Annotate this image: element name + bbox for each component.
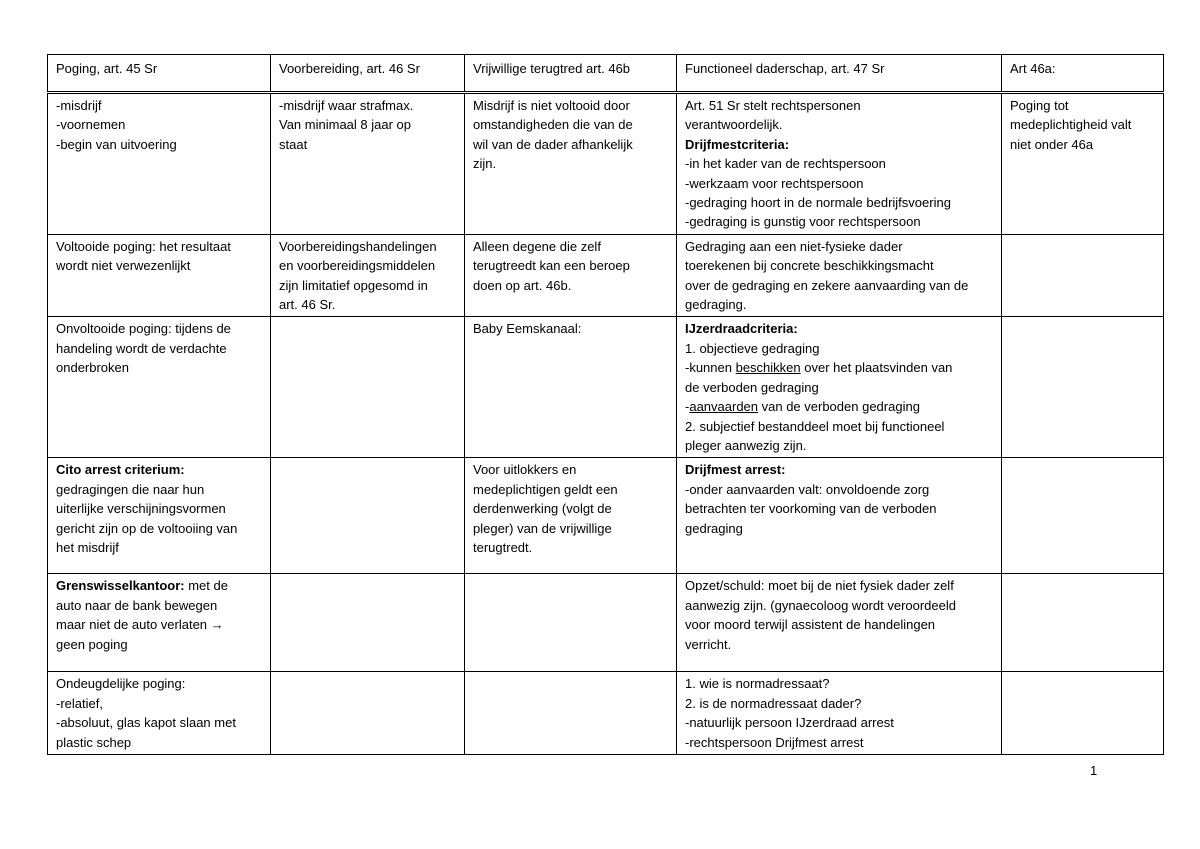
text-line: medeplichtigen geldt een [473,481,618,497]
text-line: verricht. [685,636,732,652]
text-line: -begin van uitvoering [56,136,177,152]
cell-voorbereiding-strafmax [271,93,465,235]
text-line: geen poging [56,636,128,652]
text-line: Misdrijf is niet voltooid door [473,98,630,113]
text-line: -absoluut, glas kapot slaan met [56,715,236,731]
text-line: gedraging [685,520,743,536]
text-fragment: -kunnen [685,360,736,376]
text-line: omstandigheden die van de [473,117,633,133]
text-line: medeplichtigheid valt [1010,117,1132,133]
bold-heading: Grenswisselkantoor: [56,578,185,594]
text-line: -misdrijf [56,98,102,113]
text-fragment: van de verboden gedraging [758,399,920,415]
table-row [48,317,1164,458]
bold-heading: Cito arrest criterium: [56,462,185,478]
text-line: -natuurlijk persoon IJzerdraad arrest [685,715,894,731]
text-line: Art. 51 Sr stelt rechtspersonen [685,98,861,113]
text-line: -in het kader van de rechtspersoon [685,156,886,172]
text-line: derdenwerking (volgt de [473,501,612,517]
text-line: art. 46 Sr. [279,297,336,313]
cell-terugtred-beroep [465,234,677,317]
cell-uitlokkers [465,458,677,574]
text-fragment: - [685,399,690,415]
text-line: betrachten ter voorkoming van de verboden [685,501,937,517]
text-line: staat [279,136,308,152]
text-line: Alleen degene die zelf [473,238,601,254]
cell-voorbereidingshandelingen [271,234,465,317]
text-line: plastic schep [56,734,132,750]
text-line: Gedraging aan een niet-fysieke dader [685,238,903,254]
cell-empty [1002,458,1164,574]
cell-empty [1002,317,1164,458]
cell-drijfmest-arrest [677,458,1002,574]
header-vrijwillige-terugtred: Vrijwillige terugtred art. 46b [465,55,677,93]
text-line: Voor uitlokkers en [473,462,577,478]
cell-terugtred-misdrijf [465,93,677,235]
text-line: Van minimaal 8 jaar op [279,117,411,133]
text-line: maar niet de auto verlaten → [56,617,224,633]
cell-normadressaat [677,672,1002,755]
text-line: handeling wordt de verdachte [56,340,227,356]
header-row [48,55,1164,93]
text-line: wil van de dader afhankelijk [473,136,633,152]
text-line: Opzet/schuld: moet bij de niet fysiek dader zelf [685,578,954,594]
text-line: -werkzaam voor rechtspersoon [685,175,864,191]
text-line: het misdrijf [56,539,119,555]
text-line: auto naar de bank bewegen [56,597,218,613]
text-line: 1. objectieve gedraging [685,340,820,356]
text-line [56,576,262,595]
cell-poging-elements [48,93,271,235]
text-fragment: over het plaatsvinden van [800,360,953,376]
table-row [48,234,1164,317]
cell-grenswisselkantoor [48,574,271,672]
table-row [48,93,1164,235]
underlined-word: beschikken [735,360,801,376]
cell-empty [1002,672,1164,755]
cell-empty [271,574,465,672]
table-row [48,458,1164,574]
page-number: 1 [1090,763,1098,778]
text-line: pleger aanwezig zijn. [685,437,807,453]
text-line: 2. subjectief bestanddeel moet bij functioneel [685,418,945,434]
text-line: verantwoordelijk. [685,117,783,133]
cell-onvoltooide-poging [48,317,271,458]
notes-table [47,54,1164,755]
cell-art-46a [1002,93,1164,235]
cell-empty [465,672,677,755]
text-line: -rechtspersoon Drijfmest arrest [685,734,864,750]
cell-voltooide-poging [48,234,271,317]
text-line: Poging tot [1010,98,1069,113]
cell-opzet-schuld [677,574,1002,672]
text-line: onderbroken [56,360,129,376]
cell-drijfmestcriteria [677,93,1002,235]
text-line: en voorbereidingsmiddelen [279,258,436,274]
text-line [685,358,993,377]
header-poging: Poging, art. 45 Sr [48,55,271,93]
cell-empty [271,458,465,574]
text-line: Ondeugdelijke poging: [56,676,186,692]
text-line: terugtredt. [473,539,533,555]
text-line: wordt niet verwezenlijkt [56,258,191,274]
cell-empty [271,672,465,755]
cell-ijzerdraadcriteria [677,317,1002,458]
text-line: -voornemen [56,117,126,133]
text-line: 2. is de normadressaat dader? [685,695,862,711]
text-line: uiterlijke verschijningsvormen [56,501,226,517]
underlined-word: aanvaarden [689,399,759,415]
text-line: -misdrijf waar strafmax. [279,98,414,113]
cell-empty [1002,234,1164,317]
header-voorbereiding: Voorbereiding, art. 46 Sr [271,55,465,93]
cell-ondeugdelijke-poging [48,672,271,755]
cell-empty [465,574,677,672]
text-fragment: met de [184,578,228,594]
text-line: aanwezig zijn. (gynaecoloog wordt veroordeeld [685,597,956,613]
text-line: zijn. [473,156,497,172]
text-line: de verboden gedraging [685,379,819,395]
cell-cito-arrest [48,458,271,574]
text-line: niet onder 46a [1010,136,1094,152]
text-line [685,397,993,416]
text-line: 1. wie is normadressaat? [685,676,830,692]
text-line: doen op art. 46b. [473,277,572,293]
text-line: gedragingen die naar hun [56,481,205,497]
cell-empty [271,317,465,458]
text-line: pleger) van de vrijwillige [473,520,612,536]
cell-gedraging-toerekenen [677,234,1002,317]
bold-heading: IJzerdraadcriteria: [685,321,798,337]
table-row [48,672,1164,755]
text-line: voor moord terwijl assistent de handelingen [685,617,936,633]
text-line: Onvoltooide poging: tijdens de [56,321,231,337]
text-line: gericht zijn op de voltooiing van [56,520,238,536]
bold-heading: Drijfmestcriteria: [685,136,790,152]
bold-heading: Drijfmest arrest: [685,462,786,478]
cell-empty [1002,574,1164,672]
text-line: Voorbereidingshandelingen [279,238,437,254]
text-line: -onder aanvaarden valt: onvoldoende zorg [685,481,930,497]
text-line: zijn limitatief opgesomd in [279,277,428,293]
text-line: -gedraging hoort in de normale bedrijfsvoering [685,195,951,211]
header-art-46a: Art 46a: [1002,55,1164,93]
text-line: -relatief, [56,695,103,711]
table-row [48,574,1164,672]
text-line: Baby Eemskanaal: [473,321,582,337]
text-line: over de gedraging en zekere aanvaarding van de [685,277,969,293]
text-line: Voltooide poging: het resultaat [56,238,231,254]
header-functioneel-daderschap: Functioneel daderschap, art. 47 Sr [677,55,1002,93]
cell-baby-eemskanaal [465,317,677,458]
text-line: terugtreedt kan een beroep [473,258,630,274]
text-line: -gedraging is gunstig voor rechtspersoon [685,214,921,230]
text-line: toerekenen bij concrete beschikkingsmacht [685,258,934,274]
text-line: gedraging. [685,297,747,313]
